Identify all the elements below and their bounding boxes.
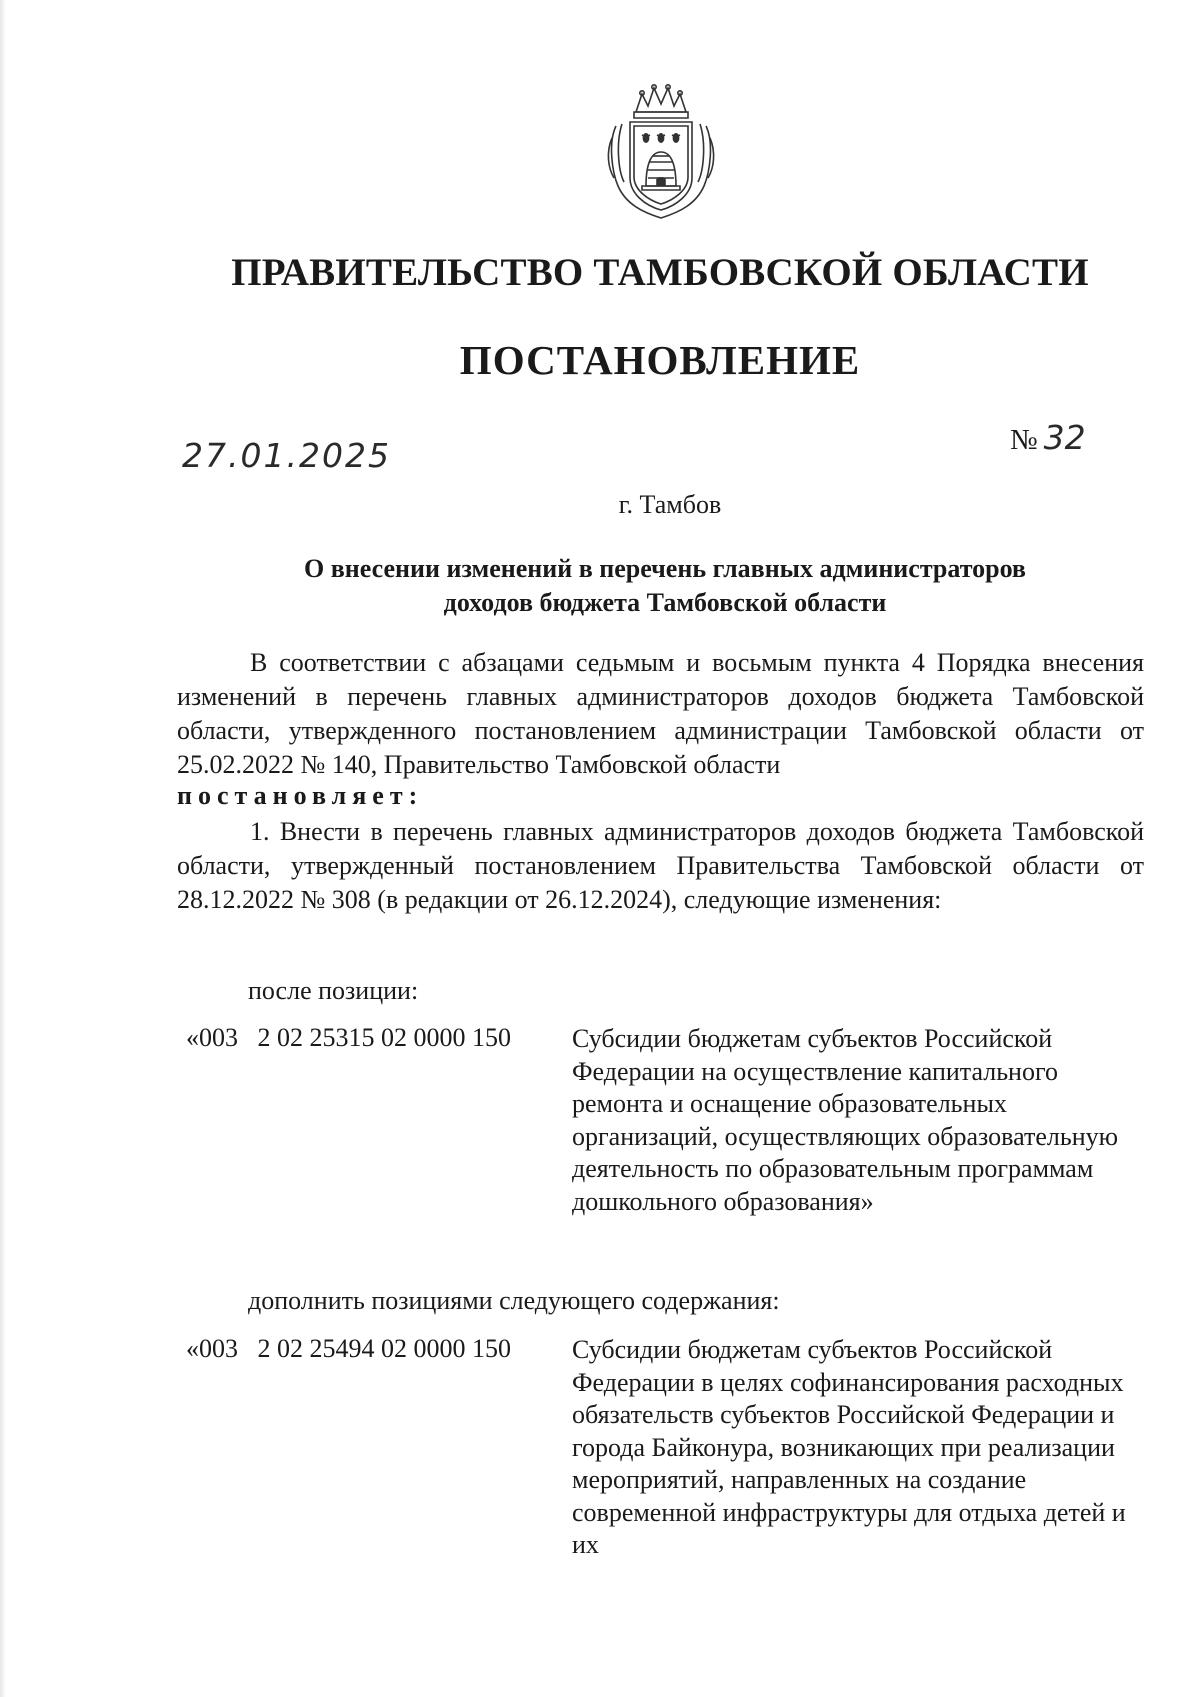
document-subject [180,552,1150,620]
document-number [1010,418,1086,457]
decree-word: постановляет: [177,781,424,810]
handwritten-date: 27.01.2025 [182,436,391,475]
handwritten-number: 32 [1043,418,1086,457]
city: г. Тамбов [618,490,722,519]
entry-2-description: Субсидии бюджетам субъектов Российской Федерации в целях софинансирования расходных обязательств субъектов Российской Федерации и города Байконура, возникающих при реализации мероприятий, направленных на создание современной инфраструктуры для отдыха детей и их [572,1335,1126,1559]
number-prefix: № [1010,424,1038,456]
subject-line-1: О внесении изменений в перечень главных администраторов [304,554,1026,583]
add-positions-label: дополнить позициями следующего содержания: [248,1286,780,1315]
paragraph-preamble: В соответствии с абзацами седьмым и восьмым пункта 4 Порядка внесения изменений в перечень главных администраторов доходов бюджета Тамбовской области, утвержденного постановлением администрации Тамбовской области от 25.02.2022 № 140, Правительство Тамбовской области [177,648,1144,779]
tambov-coat-of-arms-icon [602,82,720,222]
subject-line-2: доходов бюджета Тамбовской области [443,588,887,617]
paragraph-item-1: 1. Внести в перечень главных администраторов доходов бюджета Тамбовской области, утвержденный постановлением Правительства Тамбовской области от 28.12.2022 № 308 (в редакции от 26.12.2024), следующие изменения: [177,817,1144,914]
entry-1-code: «003 2 02 25315 02 0000 150 [186,1023,511,1052]
entry-2-code: «003 2 02 25494 02 0000 150 [186,1334,511,1363]
entry-1-description: Субсидии бюджетам субъектов Российской Федерации на осуществление капитального ремонта и оснащение образовательных организаций, осуществляющих образовательную деятельность по образовательным программам дошкольного образования» [572,1024,1119,1216]
document-type: ПОСТАНОВЛЕНИЕ [459,337,861,383]
org-title: ПРАВИТЕЛЬСТВО ТАМБОВСКОЙ ОБЛАСТИ [231,251,1089,294]
after-position-label: после позиции: [248,976,419,1005]
